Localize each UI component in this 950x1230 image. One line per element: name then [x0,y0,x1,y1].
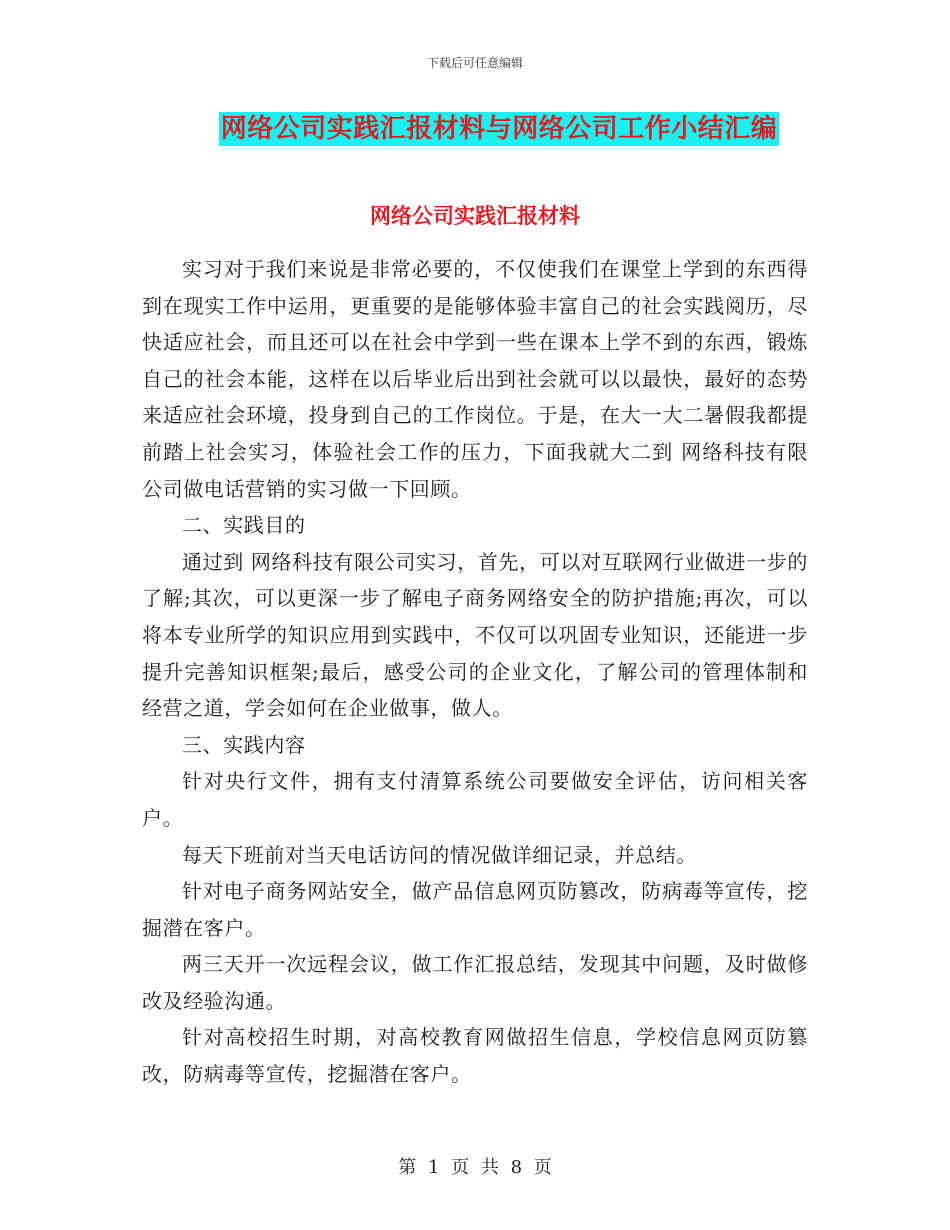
section-title: 网络公司实践汇报材料 [370,203,580,228]
heading-practice-purpose: 二、实践目的 [182,513,306,538]
heading-practice-content: 三、实践内容 [182,732,306,757]
paragraph-content-2: 每天下班前对当天电话访问的情况做详细记录，并总结。 [182,842,697,867]
paragraph-purpose: 通过到 网络科技有限公司实习，首先，可以对互联网行业做进一步的了解;其次，可以更深一步了解电子商务网络安全的防护措施;再次，可以将本专业所学的知识应用到实践中，不仅可以巩固专业知识，还能进一步提升完善知识框架;最后，感受公司的企业文化，了解公司的管理体制和经营之道，学会如何在企业做事，做人。 [142,549,808,721]
paragraph-content-3: 针对电子商务网站安全，做产品信息网页防篡改，防病毒等宣传，挖掘潜在客户。 [142,879,808,940]
paragraph-content-5: 针对高校招生时期，对高校教育网做招生信息，学校信息网页防篡改，防病毒等宣传，挖掘潜在客户。 [142,1025,808,1087]
document-title-wrap [0,112,950,146]
paragraph-intro: 实习对于我们来说是非常必要的，不仅使我们在课堂上学到的东西得到在现实工作中运用，更重要的是能够体验丰富自己的社会实践阅历，尽快适应社会，而且还可以在社会中学到一些在课本上学不到的东西，锻炼自己的社会本能，这样在以后毕业后出到社会就可以以最快，最好的态势来适应社会环境，投身到自己的工作岗位。于是，在大一大二暑假我都提前踏上社会实习，体验社会工作的压力，下面我就大二到 网络科技有限公司做电话营销的实习做一下回顾。 [142,257,808,501]
document-title: 网络公司实践汇报材料与网络公司工作小结汇编 [220,114,778,144]
page-number-footer: 第 1 页 共 8 页 [398,1157,552,1178]
paragraph-content-4: 两三天开一次远程会议，做工作汇报总结，发现其中问题，及时做修改及经验沟通。 [142,952,808,1013]
paragraph-content-1: 针对央行文件，拥有支付清算系统公司要做安全评估，访问相关客户。 [142,769,808,830]
body-text [142,251,808,1093]
header-note: 下载后可任意编辑 [426,56,523,70]
